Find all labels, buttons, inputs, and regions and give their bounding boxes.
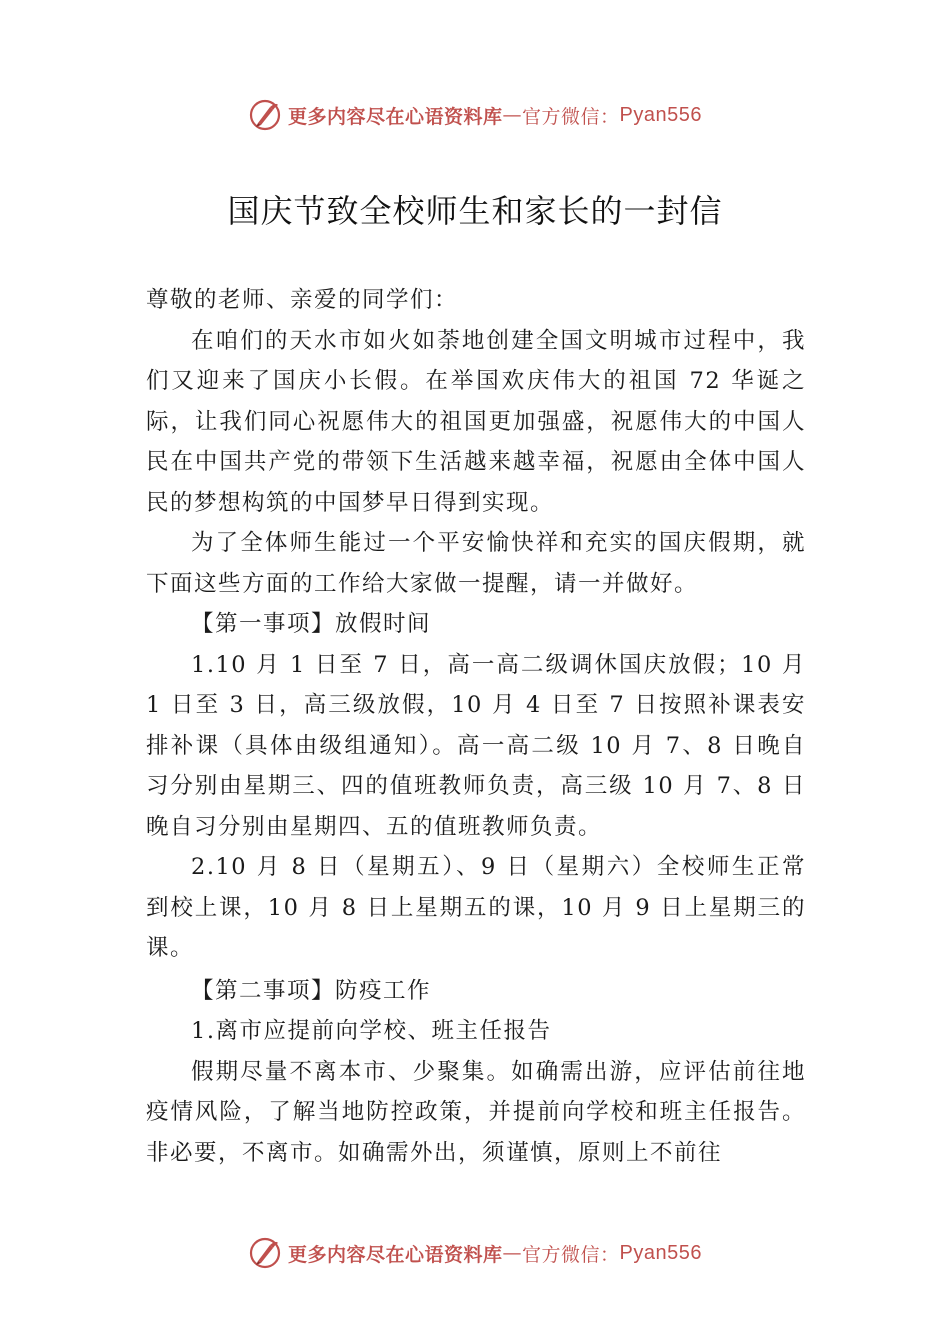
section-heading-epidemic: 【第二事项】防疫工作 [191, 977, 432, 1004]
watermark-wechat-label: 官方微信： [522, 1243, 620, 1266]
watermark-wechat-label: 官方微信： [522, 105, 620, 128]
paragraph-holiday-2: 2.10 月 8 日（星期五）、9 日（星期六）全校师生正常到校上课，10 月 8 日上星期五的课，10 月 9 日上星期三的课。 [146, 854, 806, 961]
subheading-leave-city: 1.离市应提前向学校、班主任报告 [191, 1018, 552, 1044]
section-heading-holiday: 【第一事项】放假时间 [191, 611, 432, 637]
watermark-footer [0, 1233, 950, 1273]
watermark-text: 更多内容尽在心语资料库 [288, 105, 503, 128]
watermark-wechat-id: Pyan556 [619, 103, 702, 126]
paragraph-intro: 在咱们的天水市如火如荼地创建全国文明城市过程中，我们又迎来了国庆小长假。在举国欢庆伟大的祖国 72 华诞之际，让我们同心祝愿伟大的祖国更加强盛，祝愿伟大的中国人民在中国共产党的带领下生活越来越幸福，祝愿由全体中国人民的梦想构筑的中国梦早日得到实现。 [146, 327, 806, 516]
paragraph-holiday-1: 1.10 月 1 日至 7 日，高一高二级调休国庆放假；10 月 1 日至 3 日，高三级放假，10 月 4 日至 7 日按照补课表安排补课（具体由级组通知）。高一高二级 10 月 7、8 日晚自习分别由星期三、四的值班教师负责，高三级 10 月 7、8 日晚自习分别由星期四、五的值班教师负责。 [146, 651, 806, 840]
watermark-wechat-id: Pyan556 [619, 1241, 702, 1264]
greeting: 尊敬的老师、亲爱的同学们： [146, 287, 459, 313]
watermark-dash: — [502, 104, 523, 126]
paragraph-reminder: 为了全体师生能过一个平安愉快祥和充实的国庆假期，就下面这些方面的工作给大家做一提醒，请一并做好。 [146, 530, 806, 597]
paragraph-leave-city: 假期尽量不离本市、少聚集。如确需出游，应评估前往地疫情风险，了解当地防控政策，并提前向学校和班主任报告。非必要，不离市。如确需外出，须谨慎，原则上不前往 [146, 1058, 806, 1166]
quill-pen-logo-icon [248, 98, 282, 132]
quill-pen-logo-icon [248, 1236, 282, 1270]
watermark-dash: — [502, 1242, 523, 1264]
watermark-text: 更多内容尽在心语资料库 [288, 1243, 503, 1266]
watermark-header [0, 95, 950, 135]
document-body [146, 280, 806, 1173]
document-title: 国庆节致全校师生和家长的一封信 [227, 192, 723, 230]
